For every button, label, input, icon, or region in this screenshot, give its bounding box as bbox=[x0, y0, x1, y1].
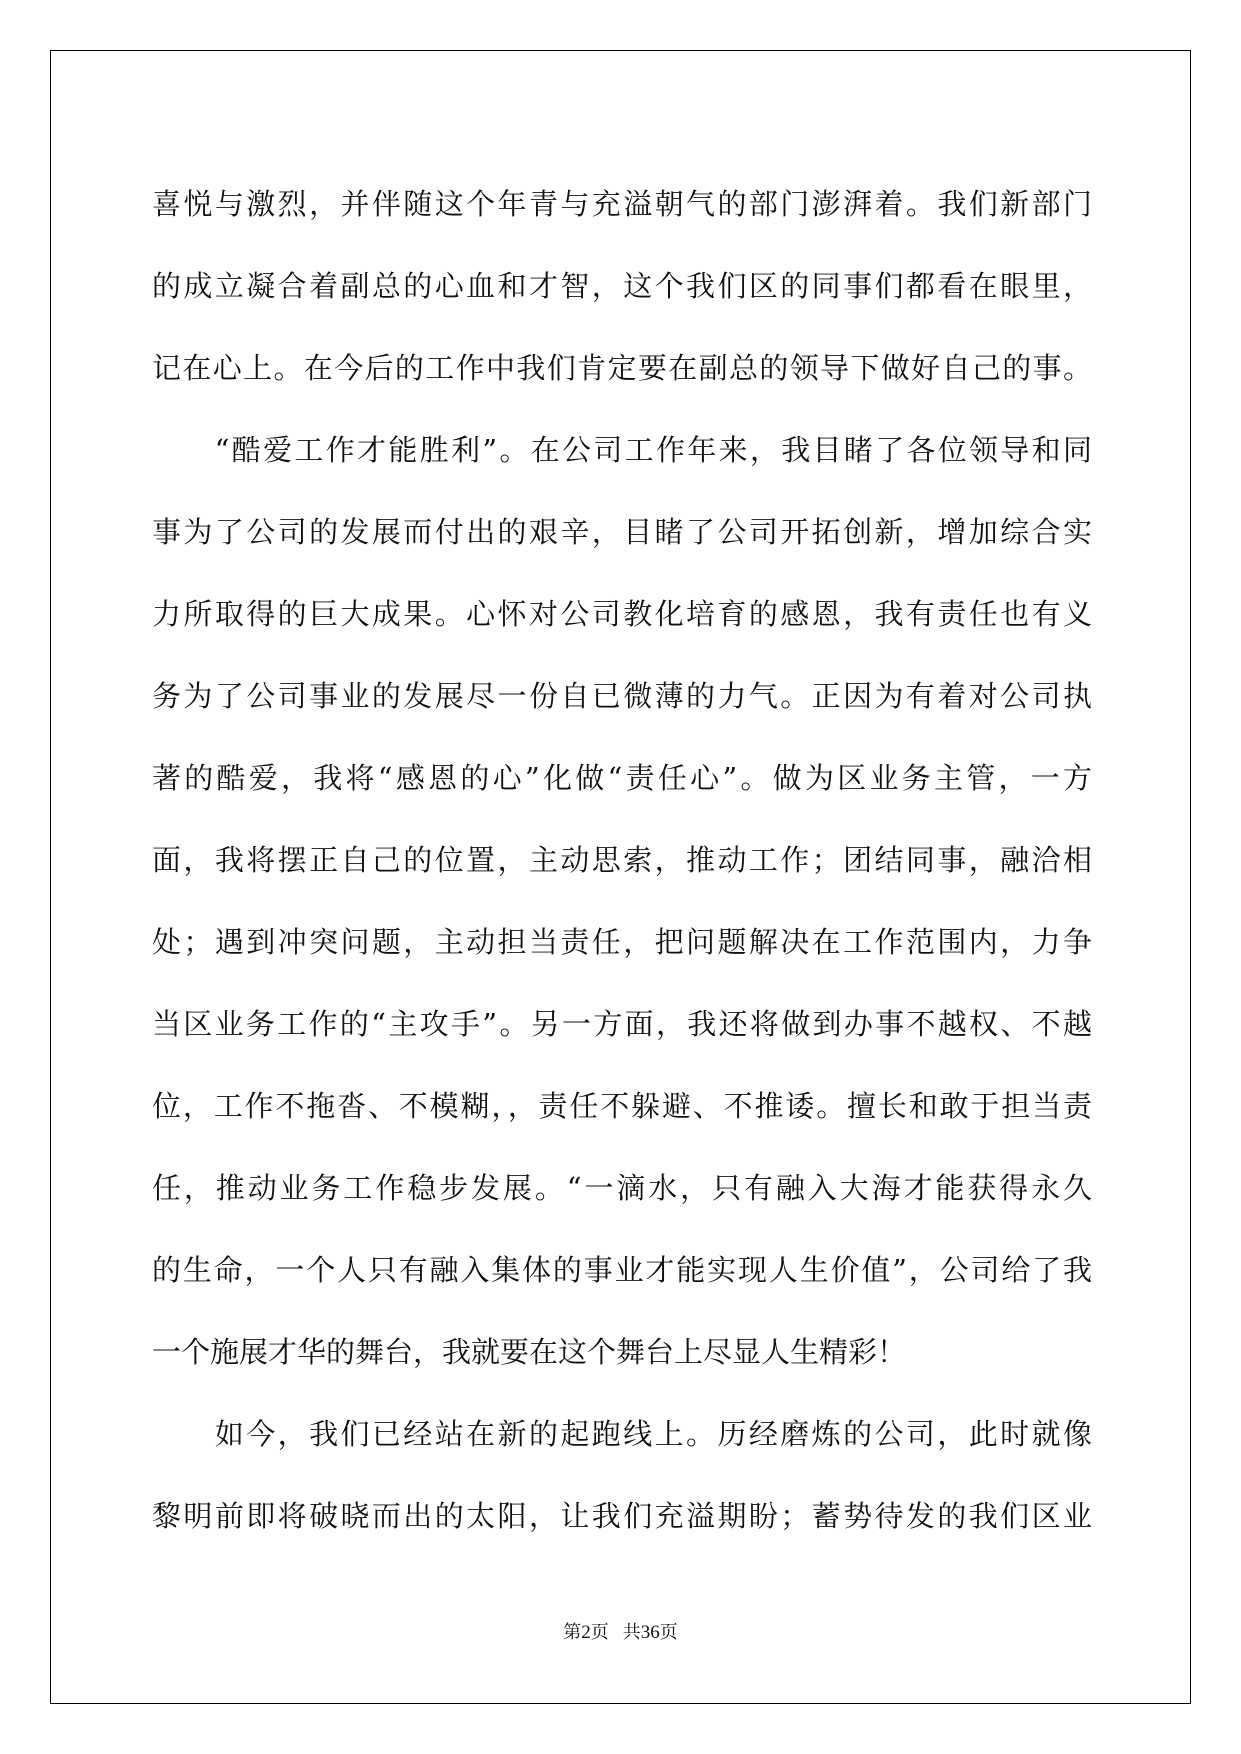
text-line-6: 力所取得的巨大成果。心怀对公司教化培育的感恩，我有责任也有义 bbox=[152, 597, 1092, 631]
text-line-9: 面，我将摆正自己的位置，主动思索，推动工作；团结同事，融洽相 bbox=[152, 843, 1092, 877]
page-prefix: 第 bbox=[563, 1622, 582, 1643]
text-line-17: 黎明前即将破晓而出的太阳，让我们充溢期盼；蓄势待发的我们区业 bbox=[152, 1499, 1092, 1533]
text-line-14: 的生命，一个人只有融入集体的事业才能实现人生价值”，公司给了我 bbox=[152, 1253, 1092, 1287]
text-line-2: 的成立凝合着副总的心血和才智，这个我们区的同事们都看在眼里， bbox=[152, 269, 1092, 303]
text-line-1: 喜悦与激烈，并伴随这个年青与充溢朝气的部门澎湃着。我们新部门 bbox=[152, 187, 1092, 221]
total-pages: 36 bbox=[640, 1622, 660, 1643]
total-prefix: 共 bbox=[622, 1622, 641, 1643]
text-line-5: 事为了公司的发展而付出的艰辛，目睹了公司开拓创新，增加综合实 bbox=[152, 515, 1092, 549]
text-line-7: 务为了公司事业的发展尽一份自已微薄的力气。正因为有着对公司执 bbox=[152, 679, 1092, 713]
text-line-11: 当区业务工作的“主攻手”。另一方面，我还将做到办事不越权、不越 bbox=[152, 1007, 1092, 1041]
text-line-3: 记在心上。在今后的工作中我们肯定要在副总的领导下做好自己的事。 bbox=[152, 351, 1092, 385]
text-line-12: 位，工作不拖沓、不模糊，，责任不躲避、不推诿。擅长和敢于担当责 bbox=[152, 1089, 1092, 1123]
text-line-16: 如今，我们已经站在新的起跑线上。历经磨炼的公司，此时就像 bbox=[152, 1417, 1092, 1451]
page-number: 2 bbox=[581, 1622, 591, 1643]
text-line-15: 一个施展才华的舞台，我就要在这个舞台上尽显人生精彩！ bbox=[152, 1335, 907, 1369]
page-footer bbox=[0, 1618, 1241, 1644]
total-suffix: 页 bbox=[659, 1622, 678, 1643]
text-line-10: 处；遇到冲突问题，主动担当责任，把问题解决在工作范围内，力争 bbox=[152, 925, 1092, 959]
page-suffix: 页 bbox=[590, 1622, 609, 1643]
text-line-8: 著的酷爱，我将“感恩的心”化做“责任心”。做为区业务主管，一方 bbox=[152, 761, 1092, 795]
text-line-13: 任，推动业务工作稳步发展。“一滴水，只有融入大海才能获得永久 bbox=[152, 1171, 1092, 1205]
document-body bbox=[152, 163, 1092, 1557]
text-line-4: “酷爱工作才能胜利”。在公司工作年来，我目睹了各位领导和同 bbox=[152, 433, 1092, 467]
